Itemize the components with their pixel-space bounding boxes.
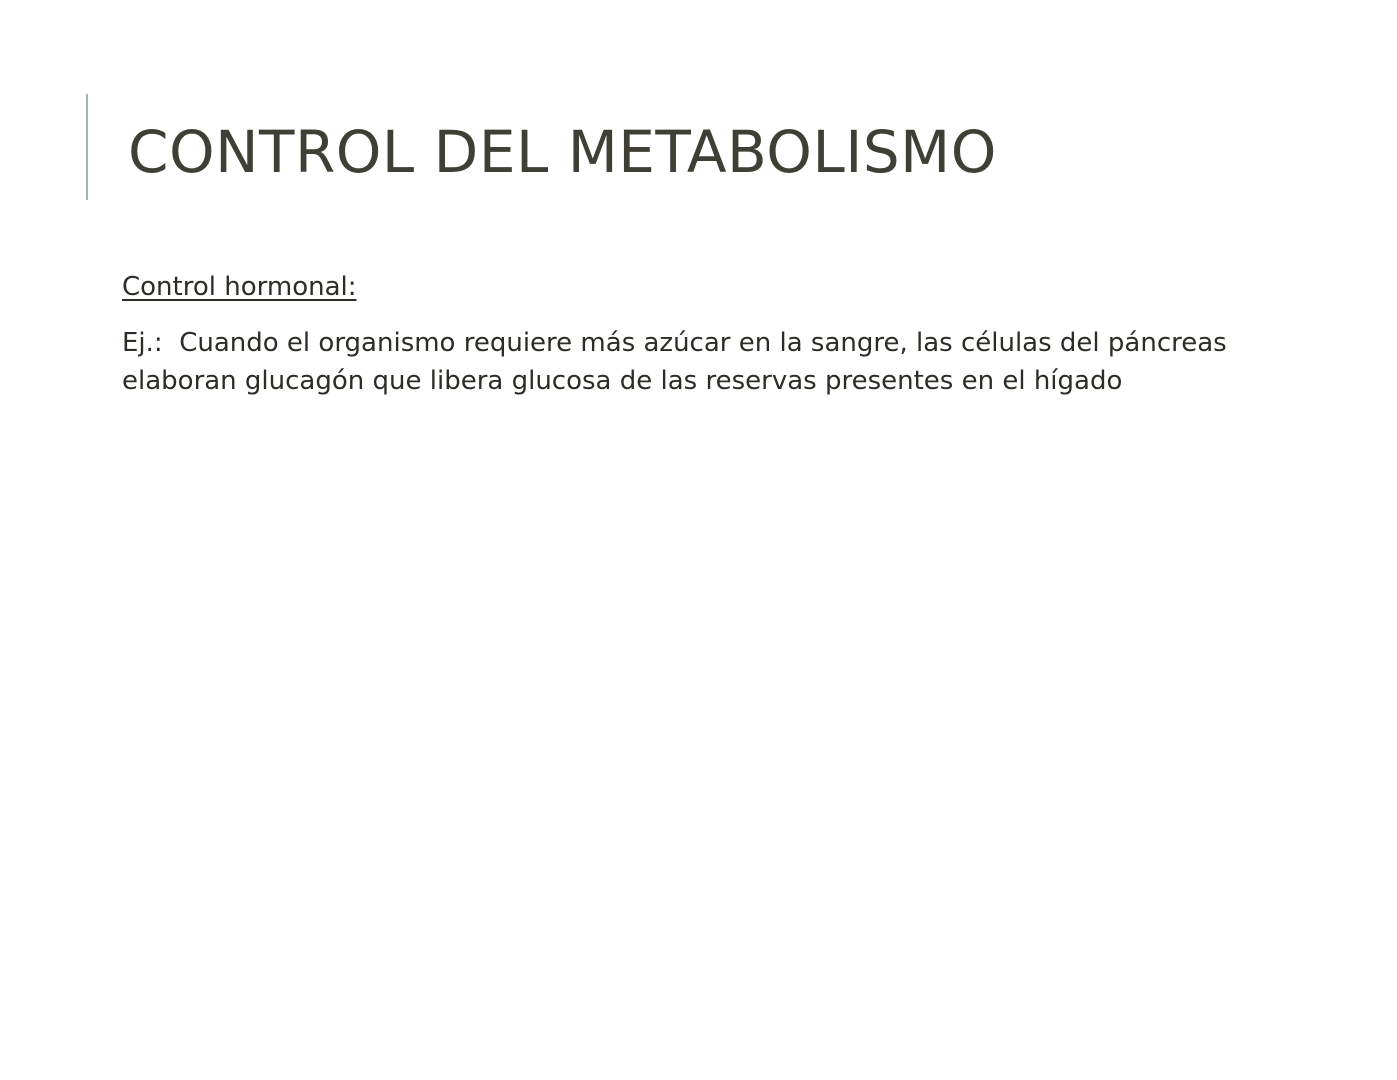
section-heading: Control hormonal: bbox=[122, 272, 357, 302]
slide-content bbox=[122, 266, 1235, 400]
slide-title: CONTROL DEL METABOLISMO bbox=[128, 118, 997, 186]
body-paragraph: Ej.: Cuando el organismo requiere más azúcar en la sangre, las células del páncreas elaboran glucagón que libera glucosa de las reservas presentes en el hígado bbox=[122, 328, 1235, 396]
title-accent-bar bbox=[86, 94, 88, 200]
